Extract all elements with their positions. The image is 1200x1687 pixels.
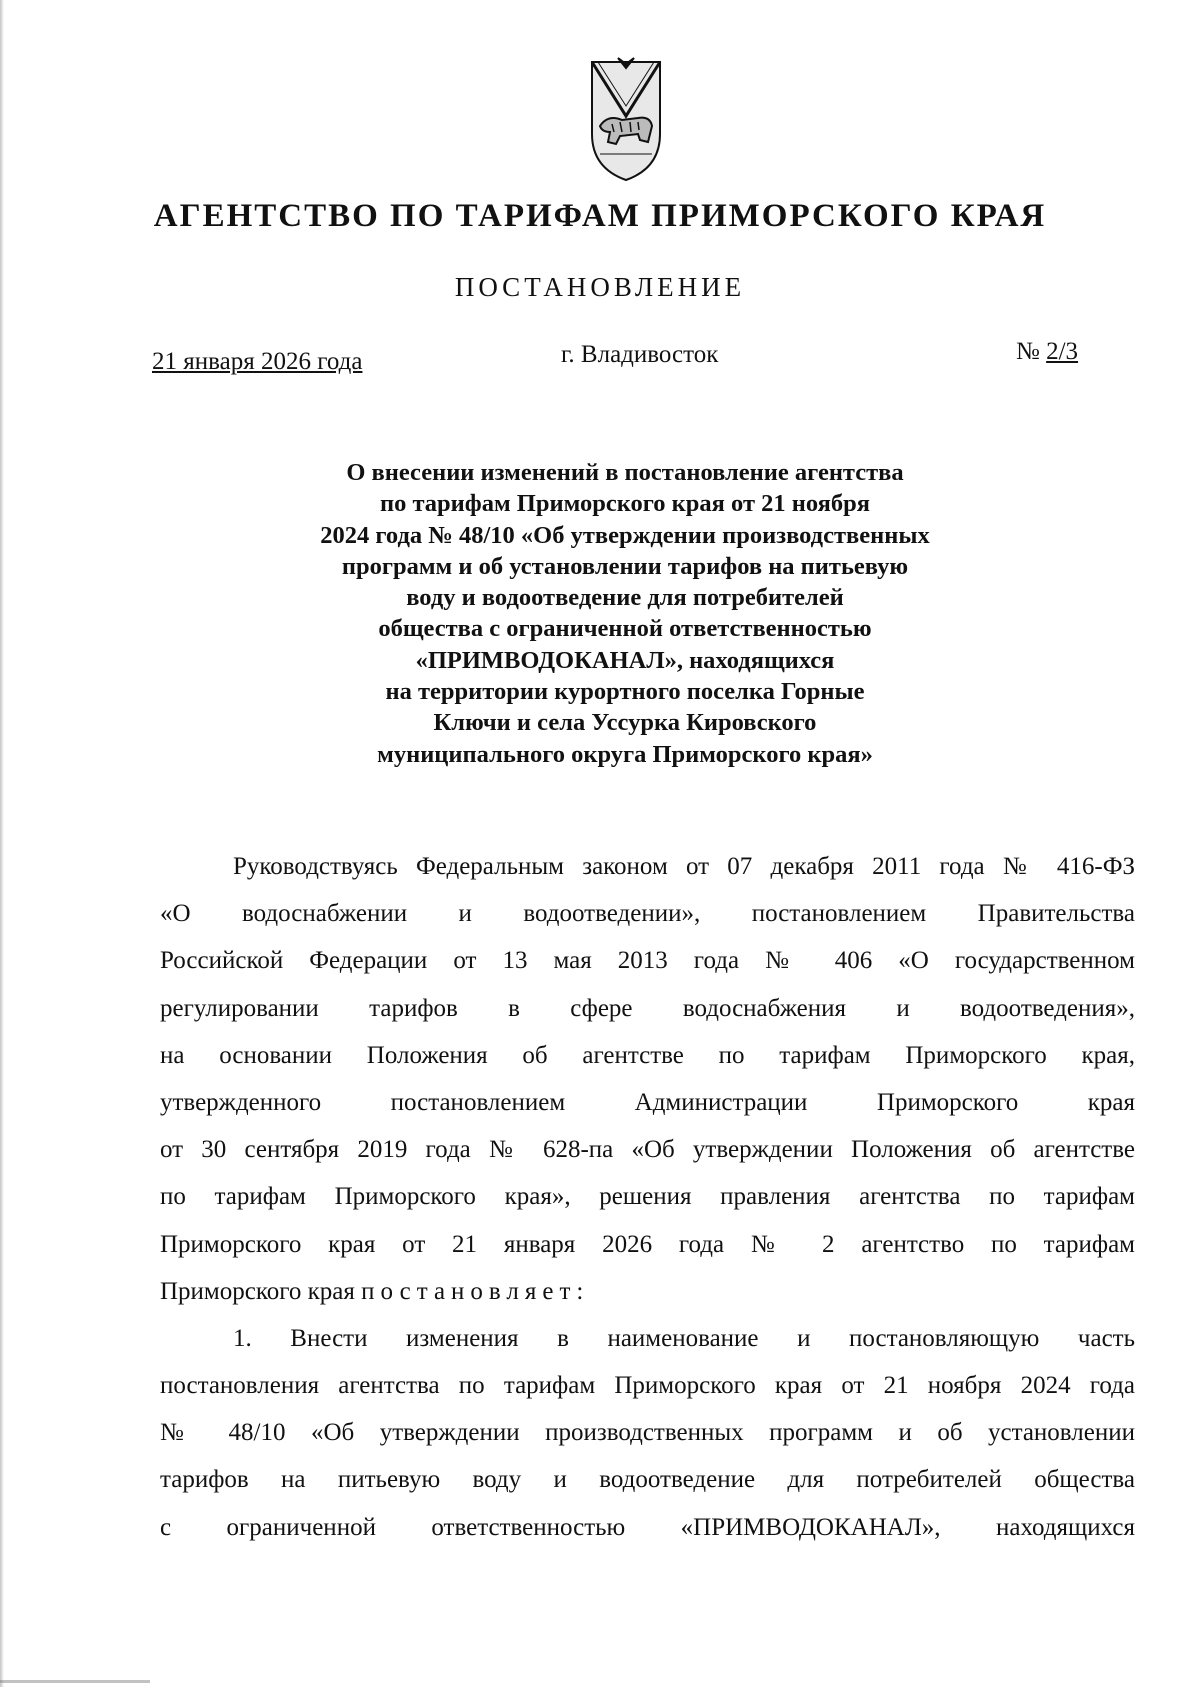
scan-edge	[0, 0, 4, 1687]
body-line: Руководствуясь Федеральным законом от 07 декабря 2011 года № 416-ФЗ	[233, 853, 1135, 880]
title-line: по тарифам Приморского края от 21 ноября	[379, 490, 871, 518]
title-line: муниципального округа Приморского края»	[377, 740, 873, 768]
document-number	[1016, 338, 1078, 366]
body-line: № 48/10 «Об утверждении производственных программ и об установлении	[160, 1419, 1135, 1447]
body-line: по тарифам Приморского края», решения правления агентства по тарифам	[160, 1183, 1135, 1211]
title-line: «ПРИМВОДОКАНАЛ», находящихся	[415, 646, 835, 674]
body-line: тарифов на питьевую воду и водоотведение для потребителей общества	[160, 1466, 1135, 1494]
document-title	[250, 457, 1000, 770]
title-line: на территории курортного поселка Горные	[385, 678, 865, 706]
organization-name: АГЕНТСТВО ПО ТАРИФАМ ПРИМОРСКОГО КРАЯ	[153, 198, 1047, 234]
document-type: ПОСТАНОВЛЕНИЕ	[454, 272, 746, 302]
body-line: постановления агентства по тарифам Приморского края от 21 ноября 2024 года	[160, 1372, 1135, 1400]
number-prefix: №	[1016, 338, 1040, 365]
document-city: г. Владивосток	[561, 341, 719, 368]
title-line: 2024 года № 48/10 «Об утверждении производственных	[320, 521, 930, 549]
body-line-resolve	[160, 1268, 1135, 1315]
body-line: с ограниченной ответственностью «ПРИМВОДОКАНАЛ», находящихся	[160, 1513, 1135, 1541]
body-line: утвержденного постановлением Администрации Приморского края	[160, 1088, 1135, 1116]
body-line: 1. Внести изменения в наименование и постановляющую часть	[233, 1324, 1135, 1352]
body-line: Приморского края от 21 января 2026 года № 2 агентство по тарифам	[160, 1230, 1135, 1258]
document-body	[160, 843, 1135, 1551]
title-line: О внесении изменений в постановление агентства	[346, 459, 904, 486]
document-date: 21 января 2026 года	[152, 348, 363, 375]
number-value: 2/3	[1046, 338, 1079, 365]
body-line: регулировании тарифов в сфере водоснабжения и водоотведения»,	[160, 994, 1135, 1022]
resolve-word: постановляет:	[361, 1277, 590, 1305]
title-line: воду и водоотведение для потребителей	[406, 584, 844, 612]
scan-bottom-edge	[0, 1680, 150, 1683]
title-line: общества с ограниченной ответственностью	[378, 615, 872, 643]
body-line: «О водоснабжении и водоотведении», постановлением Правительства	[160, 900, 1135, 928]
resolve-prefix: Приморского края	[160, 1277, 355, 1305]
coat-of-arms-emblem	[578, 56, 674, 184]
body-line: Российской Федерации от 13 мая 2013 года № 406 «О государственном	[160, 947, 1135, 975]
title-line: Ключи и села Уссурка Кировского	[433, 709, 817, 737]
title-line: программ и об установлении тарифов на питьевую	[341, 552, 909, 580]
body-line: на основании Положения об агентстве по тарифам Приморского края,	[160, 1041, 1135, 1069]
body-line: от 30 сентября 2019 года № 628-па «Об утверждении Положения об агентстве	[160, 1136, 1135, 1164]
